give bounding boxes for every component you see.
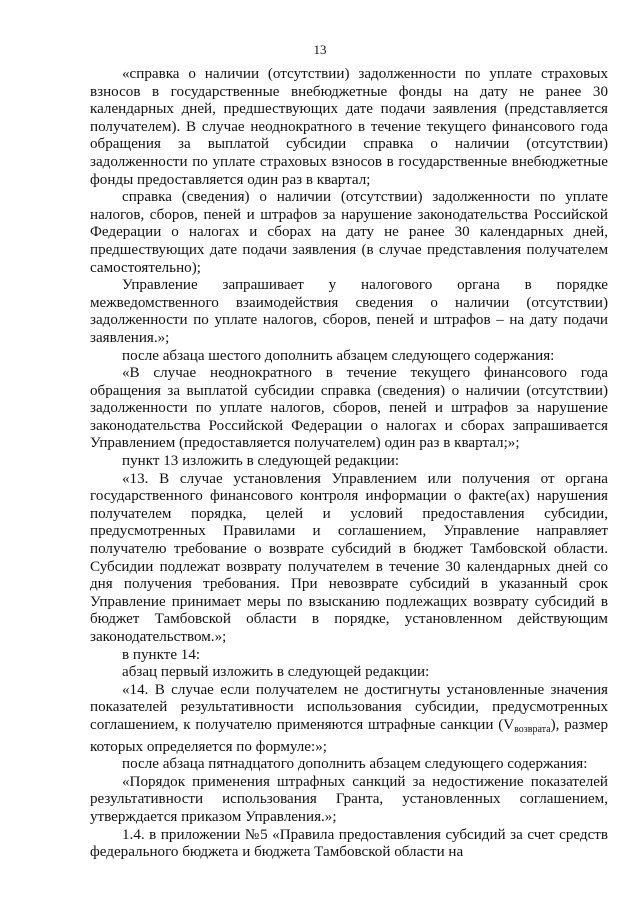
item-14-text-after: ), размер которых определяется по формуле:»; bbox=[90, 716, 608, 755]
paragraph-item-13-text: «13. В случае установления Управлением или получения от органа государственного финансового контроля информации о факте(ах) нарушения получателем порядка, целей и условий предоставления субсидии, предусмотренных Правилами и соглашением, Управление направляет получателю требование о возврате субсидий в бюджет Тамбовской области. Субсидии подлежат возврату получателем в течение 30 календарных дней со дня получения требования. При невозврате субсидий в указанный срок Управление принимает меры по взысканию подлежащих возврату субсидий в бюджет Тамбовской области в порядке, установленном действующим законодательством.»; bbox=[90, 470, 608, 645]
paragraph-add-after-fifteenth: после абзаца пятнадцатого дополнить абзацем следующего содержания: bbox=[122, 756, 588, 773]
paragraph-interagency-request: Управление запрашивает у налогового органа в порядке межведомственного взаимодействия сведения о наличии (отсутствии) задолженности по уплате налогов, сборов, пеней и штрафов – на дату подачи заявления.»; bbox=[90, 277, 608, 346]
paragraph-repeated-request: «В случае неоднократного в течение текущего финансового года обращения за выплатой субсидии справка (сведения) о наличии (отсутствии) задолженности по уплате налогов, сборов, пеней и штрафов за нарушение законодательства Российской Федерации о налогах и сборах запрашивается Управлением (предоставляется получателем) один раз в квартал;»; bbox=[90, 365, 608, 452]
page-number: 13 bbox=[313, 42, 327, 57]
paragraph-appendix-5: 1.4. в приложении №5 «Правила предоставления субсидий за счет средств федерального бюджета и бюджета Тамбовской области на bbox=[90, 826, 608, 861]
item-14-text-before: «14. В случае если получателем не достигнуты установленные значения показателей результативности использования субсидии, предусмотренных соглашением, к получателю применяются штрафные санкции (V bbox=[90, 681, 608, 733]
document-body bbox=[90, 66, 608, 862]
paragraph-sanctions-procedure: «Порядок применения штрафных санкций за недостижение показателей результативности использования Гранта, установленных соглашением, утверждается приказом Управления.»; bbox=[90, 773, 608, 825]
paragraph-certificate-insurance: «справка о наличии (отсутствии) задолженности по уплате страховых взносов в государственные внебюджетные фонды на дату не ранее 30 календарных дней, предшествующих дате подачи заявления (представляется получателем). В случае неоднократного в течение текущего финансового года обращения за выплатой субсидии справка о наличии (отсутствии) задолженности по уплате страховых взносов в государственные внебюджетные фонды предоставляется один раз в квартал; bbox=[90, 66, 608, 188]
paragraph-certificate-taxes: справка (сведения) о наличии (отсутствии) задолженности по уплате налогов, сборов, пеней и штрафов за нарушение законодательства Российской Федерации о налогах и сборах на дату не ранее 30 календарных дней, предшествующих дате подачи заявления (в случае представления получателем самостоятельно); bbox=[90, 189, 608, 276]
paragraph-item-14-intro: в пункте 14: bbox=[122, 646, 201, 663]
paragraph-add-after-sixth: после абзаца шестого дополнить абзацем следующего содержания: bbox=[122, 347, 555, 364]
v-subscript: возврата bbox=[514, 723, 551, 735]
paragraph-first-abzac-intro: абзац первый изложить в следующей редакции: bbox=[122, 664, 430, 681]
paragraph-item-14-text bbox=[90, 682, 608, 756]
paragraph-item-13-intro: пункт 13 изложить в следующей редакции: bbox=[122, 453, 400, 470]
